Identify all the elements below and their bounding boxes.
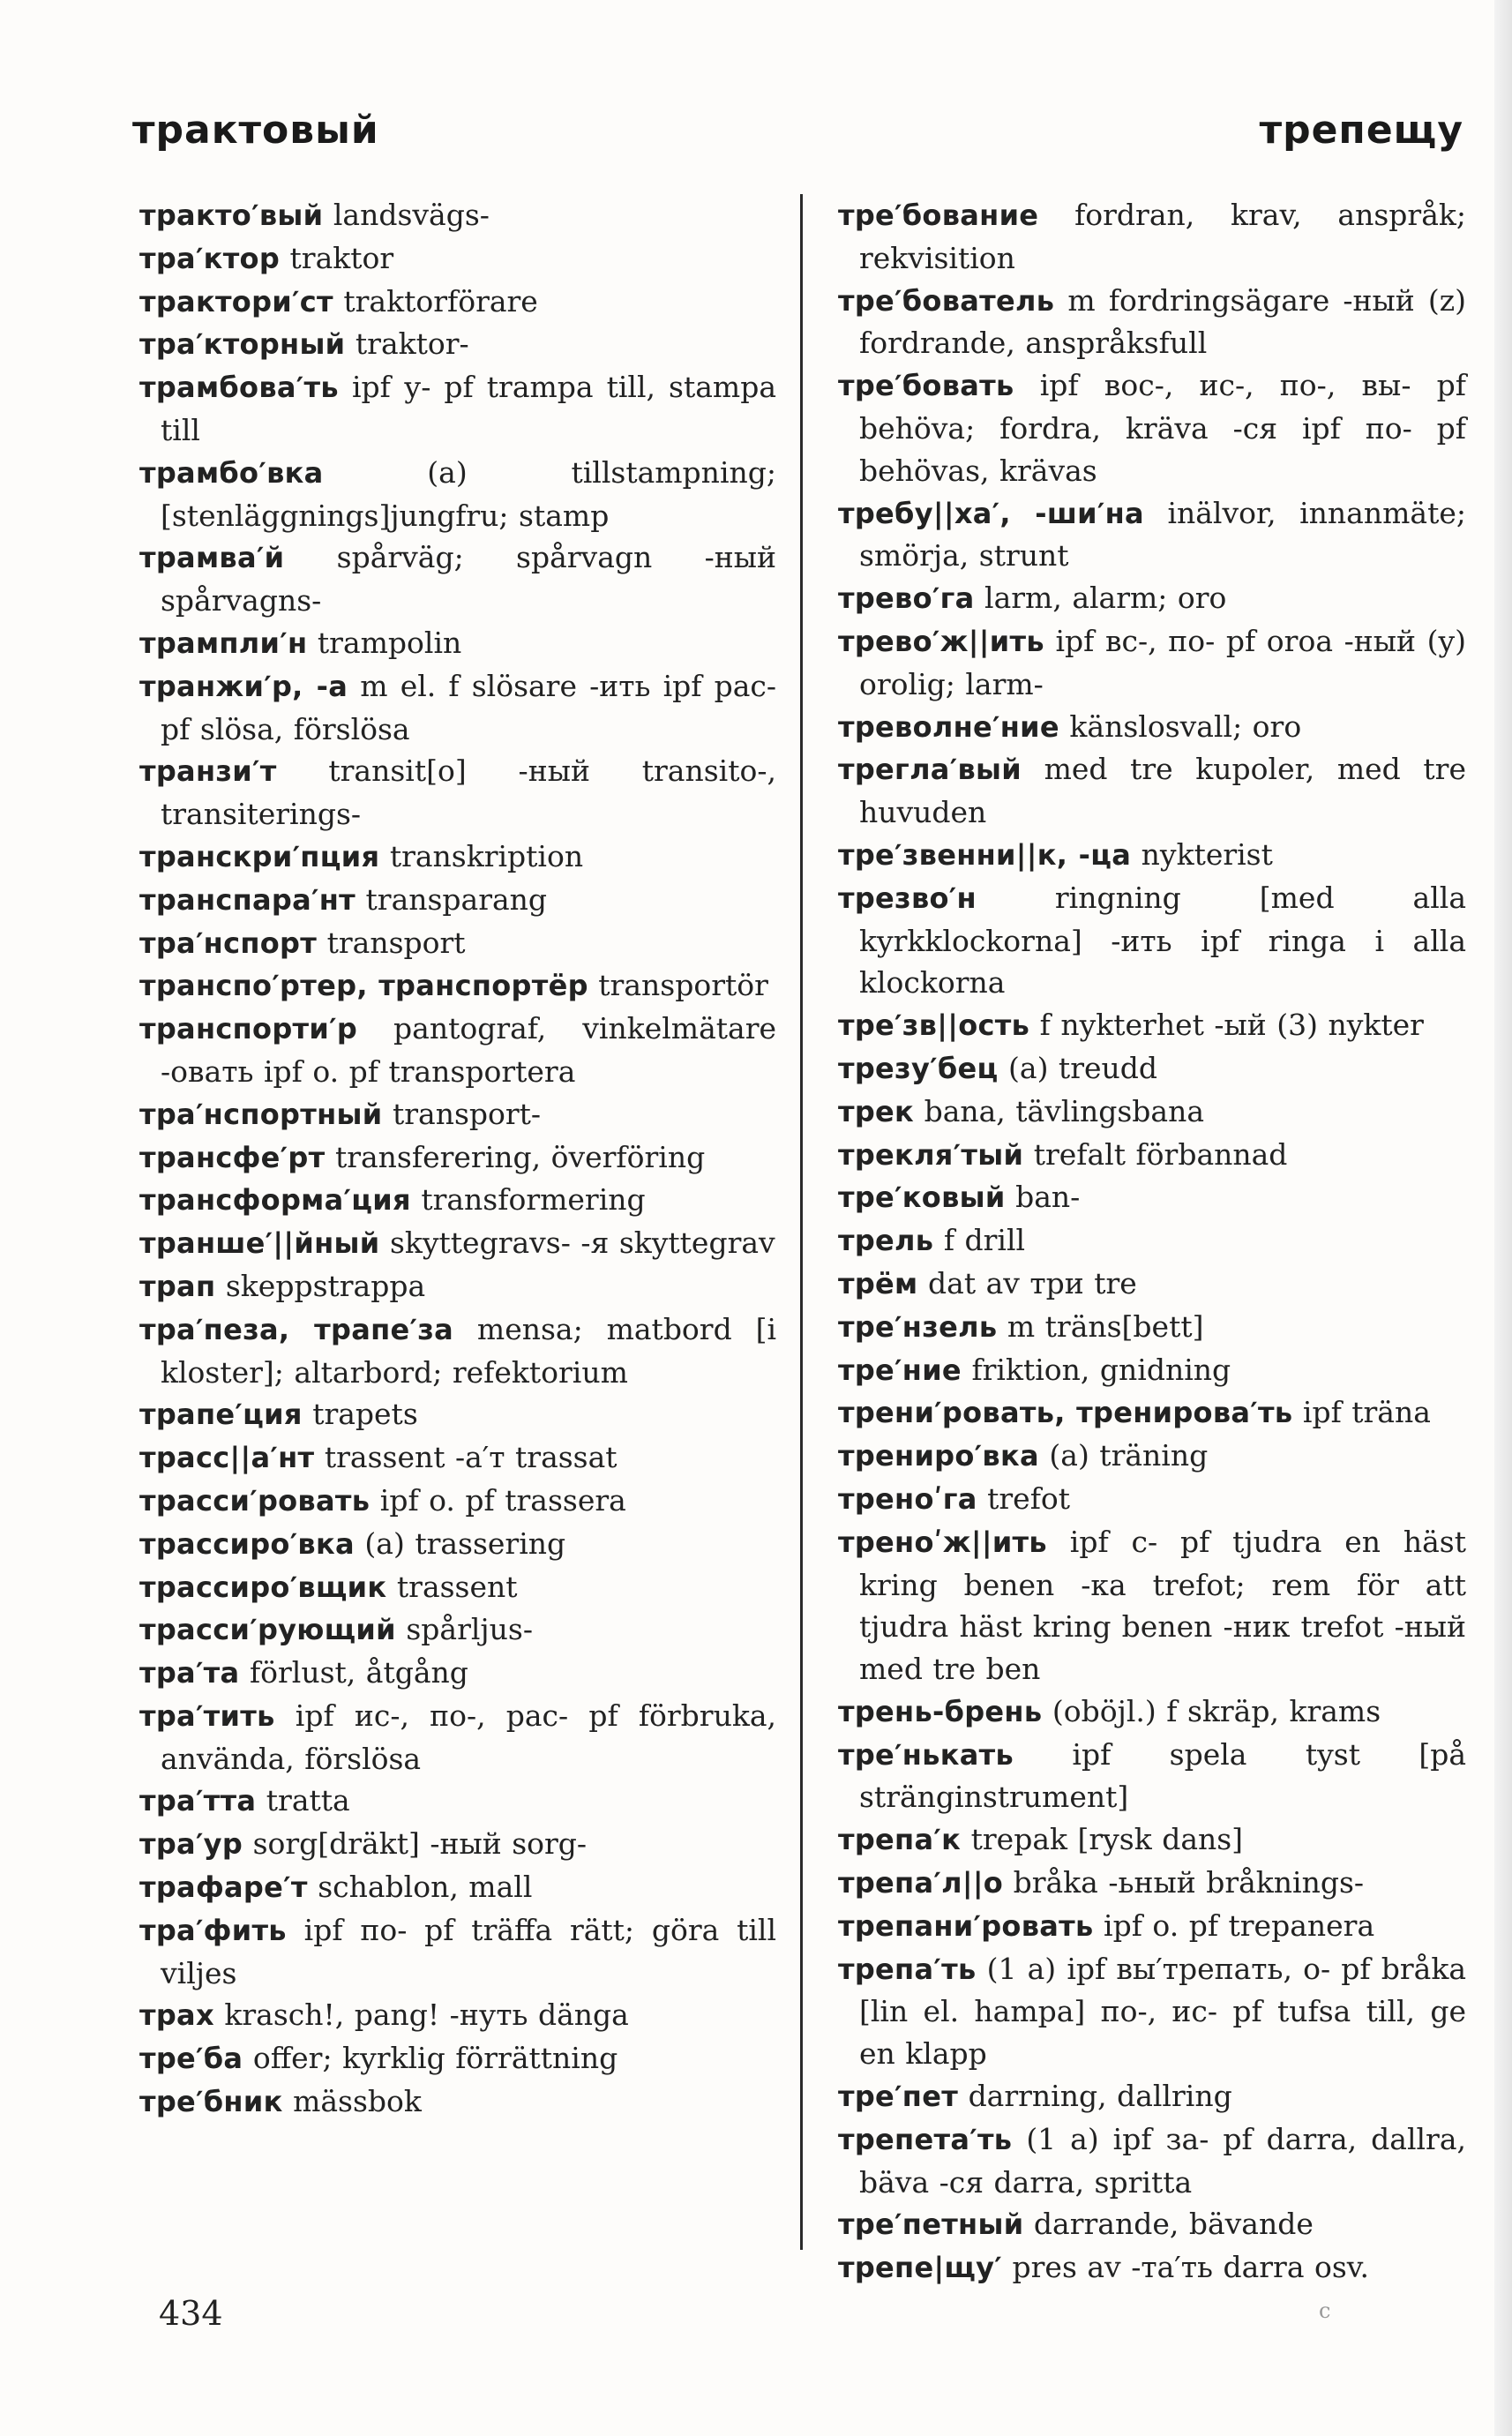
- headword: транжи′р, -а: [139, 669, 348, 703]
- definition: f nykterhet -ый (3) nykter: [1039, 1008, 1424, 1043]
- dictionary-entry: [139, 1222, 776, 1265]
- dictionary-entry: [838, 1391, 1466, 1435]
- definition: tratta: [266, 1783, 350, 1818]
- dictionary-entry: [139, 879, 776, 922]
- definition: transkription: [389, 838, 584, 873]
- definition: (a) tillstampning; [stenläggnings]jungfru; stamp: [161, 454, 776, 533]
- dictionary-entry: [838, 1734, 1466, 1819]
- headword: трамва′й: [139, 541, 285, 575]
- dictionary-entry: [139, 1695, 776, 1780]
- headword: транспара′нт: [139, 882, 356, 917]
- headword: тра′нспортный: [139, 1097, 383, 1131]
- dictionary-entry: [838, 706, 1466, 749]
- definition: larm, alarm; oro: [984, 581, 1227, 616]
- headword: трепа′к: [838, 1823, 962, 1857]
- headword: трек: [838, 1094, 915, 1128]
- page-number: 434: [159, 2294, 223, 2333]
- definition: traktor-: [355, 326, 469, 362]
- definition: trassent -а′т trassat: [324, 1440, 618, 1475]
- headword: трень-брень: [838, 1694, 1043, 1728]
- dictionary-entry: [838, 280, 1466, 365]
- definition: traktorförare: [343, 283, 538, 319]
- dictionary-entry: [139, 1566, 776, 1609]
- headword: тре′звенни||к, -ца: [838, 837, 1132, 872]
- definition: sorg[dräkt] -ный sorg-: [252, 1826, 588, 1862]
- headword: транскри′пция: [139, 839, 380, 873]
- definition: trassent: [396, 1569, 518, 1604]
- headword: тракто′вый: [139, 199, 324, 232]
- definition: transformering: [421, 1182, 646, 1218]
- headword: трекля′тый: [838, 1137, 1024, 1172]
- headword: трени′ровать, тренирова′ть: [838, 1396, 1293, 1430]
- definition: ipf по- pf träffa rätt; göra till viljes: [161, 1912, 776, 1990]
- headword: тре′ба: [139, 2042, 243, 2076]
- dictionary-entry: [838, 1263, 1466, 1306]
- headword: тре′бовать: [838, 369, 1014, 403]
- dictionary-entry: [139, 2080, 776, 2124]
- dictionary-entry: [139, 452, 776, 537]
- definition: transit[o] -ный transito-, transiterings-: [161, 753, 776, 832]
- dictionary-entry: [838, 1905, 1466, 1948]
- headword: трегла′вый: [838, 753, 1022, 787]
- headword: тре′ковый: [838, 1181, 1006, 1215]
- headword: тре′ние: [838, 1353, 962, 1387]
- dictionary-entry: [838, 877, 1466, 1004]
- dictionary-entry: [139, 1780, 776, 1823]
- dictionary-entry: [838, 1521, 1466, 1690]
- headword: трепани′ровать: [838, 1908, 1094, 1943]
- definition: transportör: [598, 968, 768, 1003]
- dictionary-entry: [139, 323, 776, 366]
- definition: inälvor, innanmäte; smörja, strunt: [859, 495, 1466, 573]
- definition: pantograf, vinkelmätare -овать ipf o. pf transportera: [161, 1011, 776, 1089]
- headword: трель: [838, 1224, 934, 1258]
- headword: тре′петный: [838, 2207, 1024, 2242]
- headword: трансформа′ция: [139, 1183, 411, 1218]
- headword: тра′кторный: [139, 327, 346, 362]
- dictionary-entry: [838, 577, 1466, 620]
- headword: тре′бователь: [838, 283, 1055, 318]
- dictionary-entry: [838, 1818, 1466, 1862]
- headword: трансфе′рт: [139, 1140, 326, 1174]
- definition: ipf у- pf trampa till, stampa till: [161, 370, 776, 447]
- definition: schablon, mall: [318, 1870, 533, 1905]
- headword: трево′га: [838, 581, 975, 616]
- dictionary-entry: [838, 1047, 1466, 1091]
- definition: ringning [med alla kyrkklockorna] -ить ipf ringa i alla klockorna: [859, 880, 1466, 1001]
- dictionary-entry: [139, 1436, 776, 1480]
- definition: fordran, krav, anspråk; rekvisition: [859, 198, 1466, 275]
- dictionary-entry: [139, 1265, 776, 1308]
- definition: (1 a) ipf за- pf darra, dallra, bäva -ся darra, spritta: [859, 2121, 1466, 2200]
- definition: trefot: [987, 1480, 1071, 1516]
- headword: трассиро′вка: [139, 1526, 355, 1561]
- dictionary-entry: [838, 620, 1466, 706]
- headword: трево′ж||ить: [838, 624, 1044, 658]
- dictionary-entry: [838, 2075, 1466, 2118]
- headword: тра′нспорт: [139, 926, 318, 960]
- definition: ipf с- pf tjudra en häst kring benen -ка trefot; rem för att tjudra häst kring benen -ник trefot -ный med tre ben: [859, 1524, 1466, 1687]
- dictionary-entry: [838, 834, 1466, 877]
- headword: трезво′н: [838, 881, 977, 915]
- definition: trampolin: [317, 625, 462, 660]
- definition: mässbok: [293, 2084, 422, 2119]
- definition: traktor: [289, 240, 394, 275]
- dictionary-entry: [838, 1091, 1466, 1134]
- headword: трасси′рующий: [139, 1613, 396, 1647]
- headword: тра′ур: [139, 1827, 243, 1862]
- definition: känslosvall; oro: [1069, 708, 1302, 744]
- headword: транспорти′р: [139, 1012, 358, 1046]
- definition: trepak [rysk dans]: [970, 1822, 1244, 1857]
- dictionary-entry: [139, 1823, 776, 1866]
- definition: transport-: [392, 1096, 542, 1131]
- running-head-left: трактовый: [132, 108, 379, 153]
- headword: трактори′ст: [139, 284, 333, 319]
- definition: pres av -та′ть darra osv.: [1012, 2250, 1370, 2285]
- printer-mark: c: [1319, 2298, 1331, 2323]
- dictionary-entry: [139, 1008, 776, 1093]
- dictionary-entry: [139, 1393, 776, 1436]
- dictionary-entry: [139, 1652, 776, 1695]
- headword: трапе′ция: [139, 1398, 303, 1432]
- definition: m el. f slösare -ить ipf рас- pf slösa, förslösa: [161, 668, 777, 746]
- headword: трампли′н: [139, 626, 308, 660]
- definition: ipf o. pf trassera: [379, 1482, 626, 1518]
- definition: landsvägs-: [333, 198, 490, 232]
- definition: bråka -ьный bråknings-: [1013, 1865, 1365, 1900]
- headword: трафаре′т: [139, 1870, 308, 1905]
- dictionary-entry: [139, 750, 776, 836]
- definition: spårväg; spårvagn -ный spårvagns-: [161, 540, 776, 618]
- dictionary-entry: [139, 1866, 776, 1909]
- headword: транзи′т: [139, 754, 277, 789]
- definition: mensa; matbord [i kloster]; altarbord; refektorium: [161, 1311, 776, 1390]
- definition: trefalt förbannad: [1033, 1136, 1288, 1172]
- dictionary-entry: [139, 1994, 776, 2037]
- dictionary-entry: [139, 922, 776, 965]
- headword: трап: [139, 1269, 216, 1303]
- dictionary-entry: [139, 1909, 776, 1995]
- definition: (oböjl.) f skräp, krams: [1052, 1693, 1381, 1728]
- dictionary-entry: [139, 281, 776, 324]
- headword: трамбо′вка: [139, 455, 324, 490]
- dictionary-entry: [838, 2246, 1466, 2290]
- headword: тре′бник: [139, 2085, 283, 2119]
- definition: darrande, bävande: [1033, 2207, 1314, 2242]
- headword: тра′тить: [139, 1698, 275, 1733]
- definition: ipf вс-, по- pf oroa -ный (y) orolig; larm-: [859, 623, 1466, 701]
- right-column: [838, 194, 1466, 2290]
- definition: (1 a) ipf вы′трепать, о- pf bråka [lin el. hampa] по-, ис- pf tufsa till, ge en klapp: [859, 1951, 1466, 2072]
- dictionary-entry: [139, 366, 776, 452]
- definition: (a) trassering: [364, 1525, 566, 1561]
- headword: транше′||йный: [139, 1226, 380, 1261]
- definition: ipf ис-, по-, рас- pf förbruka, använda, förslösa: [161, 1698, 776, 1776]
- dictionary-entry: [139, 1480, 776, 1523]
- definition: ban-: [1015, 1180, 1081, 1215]
- dictionary-entry: [838, 194, 1466, 280]
- definition: spårljus-: [406, 1612, 533, 1647]
- dictionary-entry: [838, 1948, 1466, 2075]
- dictionary-entry: [838, 2203, 1466, 2246]
- definition: transparang: [365, 881, 548, 917]
- dictionary-entry: [838, 1176, 1466, 1219]
- dictionary-entry: [838, 1004, 1466, 1047]
- headword: тра′пеза, трапе′за: [139, 1312, 454, 1346]
- dictionary-entry: [139, 2037, 776, 2080]
- definition: friktion, gnidning: [971, 1352, 1231, 1387]
- definition: nykterist: [1141, 836, 1273, 872]
- headword: тре′пет: [838, 2080, 959, 2114]
- dictionary-entry: [838, 1306, 1466, 1349]
- definition: dat av три tre: [928, 1265, 1137, 1300]
- dictionary-entry: [139, 964, 776, 1008]
- headword: трепета′ть: [838, 2122, 1013, 2156]
- dictionary-entry: [838, 364, 1466, 491]
- dictionary-entry: [139, 536, 776, 622]
- definition: med tre kupoler, med tre huvuden: [859, 752, 1466, 830]
- definition: darrning, dallring: [968, 2079, 1232, 2114]
- headword: треноʹга: [838, 1481, 977, 1516]
- dictionary-entry: [139, 836, 776, 879]
- definition: transferering, överföring: [334, 1139, 706, 1174]
- dictionary-entry: [838, 748, 1466, 834]
- dictionary-entry: [139, 1136, 776, 1180]
- definition: (a) treudd: [1008, 1050, 1157, 1085]
- dictionary-entry: [139, 237, 776, 281]
- running-head-right: трепещу: [1259, 108, 1463, 153]
- headword: треволне′ние: [838, 709, 1059, 744]
- headword: трепе|щу′: [838, 2251, 1003, 2285]
- dictionary-entry: [139, 1308, 776, 1394]
- definition: transport: [326, 925, 466, 960]
- definition: ipf träna: [1302, 1395, 1431, 1430]
- headword: требу||ха′, -ши′на: [838, 496, 1144, 530]
- dictionary-entry: [838, 1134, 1466, 1177]
- dictionary-entry: [838, 1349, 1466, 1392]
- headword: тре′бование: [838, 199, 1039, 232]
- definition: ipf spela tyst [på stränginstrument]: [859, 1736, 1466, 1815]
- dictionary-entry: [139, 194, 776, 237]
- definition: m fordringsägare -ный (z) fordrande, anspråksfull: [859, 282, 1466, 361]
- definition: bana, tävlingsbana: [924, 1093, 1205, 1128]
- headword: трасс||а′нт: [139, 1441, 315, 1475]
- left-column: [139, 194, 776, 2124]
- definition: (a) träning: [1049, 1438, 1209, 1473]
- dictionary-entry: [838, 1690, 1466, 1734]
- definition: skeppstrappa: [225, 1268, 426, 1303]
- dictionary-entry: [139, 1179, 776, 1222]
- headword: трепа′л||о: [838, 1866, 1004, 1900]
- definition: ipf o. pf trepanera: [1104, 1908, 1375, 1943]
- dictionary-entry: [139, 665, 776, 751]
- headword: тре′нькать: [838, 1737, 1014, 1772]
- headword: тра′та: [139, 1656, 240, 1690]
- dictionary-entry: [838, 2118, 1466, 2204]
- dictionary-entry: [139, 1093, 776, 1136]
- headword: трамбова′ть: [139, 371, 339, 405]
- headword: тра′ктор: [139, 241, 281, 275]
- headword: трезу′бец: [838, 1051, 999, 1085]
- headword: транспо′ртер, транспортёр: [139, 969, 588, 1003]
- definition: ipf вос-, ис-, по-, вы- pf behöva; fordra, kräva -ся ipf по- pf behövas, krävas: [859, 368, 1466, 488]
- headword: тра′тта: [139, 1784, 257, 1818]
- definition: offer; kyrklig förrättning: [252, 2041, 618, 2076]
- dictionary-entry: [838, 1435, 1466, 1478]
- headword: треноʹж||ить: [838, 1525, 1047, 1559]
- dictionary-entry: [139, 1608, 776, 1652]
- headword: трениро′вка: [838, 1439, 1039, 1473]
- column-divider: [800, 194, 803, 2250]
- definition: m träns[bett]: [1007, 1308, 1204, 1344]
- dictionary-entry: [838, 1219, 1466, 1263]
- dictionary-entry: [139, 622, 776, 665]
- dictionary-entry: [838, 1862, 1466, 1905]
- headword: трах: [139, 1998, 214, 2033]
- headword: тре′нзель: [838, 1309, 998, 1344]
- headword: тра′фить: [139, 1913, 287, 1947]
- headword: трассиро′вщик: [139, 1570, 387, 1604]
- definition: trapets: [312, 1397, 418, 1432]
- definition: förlust, åtgång: [249, 1655, 468, 1690]
- headword: трасси′ровать: [139, 1483, 371, 1518]
- headword: трём: [838, 1266, 918, 1300]
- definition: f drill: [943, 1223, 1026, 1258]
- definition: krasch!, pang! -нуть dänga: [224, 1998, 629, 2033]
- page-edge: [1494, 0, 1512, 2436]
- dictionary-entry: [838, 1478, 1466, 1521]
- headword: трепа′ть: [838, 1952, 977, 1986]
- dictionary-entry: [139, 1523, 776, 1566]
- definition: skyttegravs- -я skyttegrav: [389, 1225, 775, 1261]
- headword: тре′зв||ость: [838, 1008, 1030, 1043]
- dictionary-entry: [838, 492, 1466, 578]
